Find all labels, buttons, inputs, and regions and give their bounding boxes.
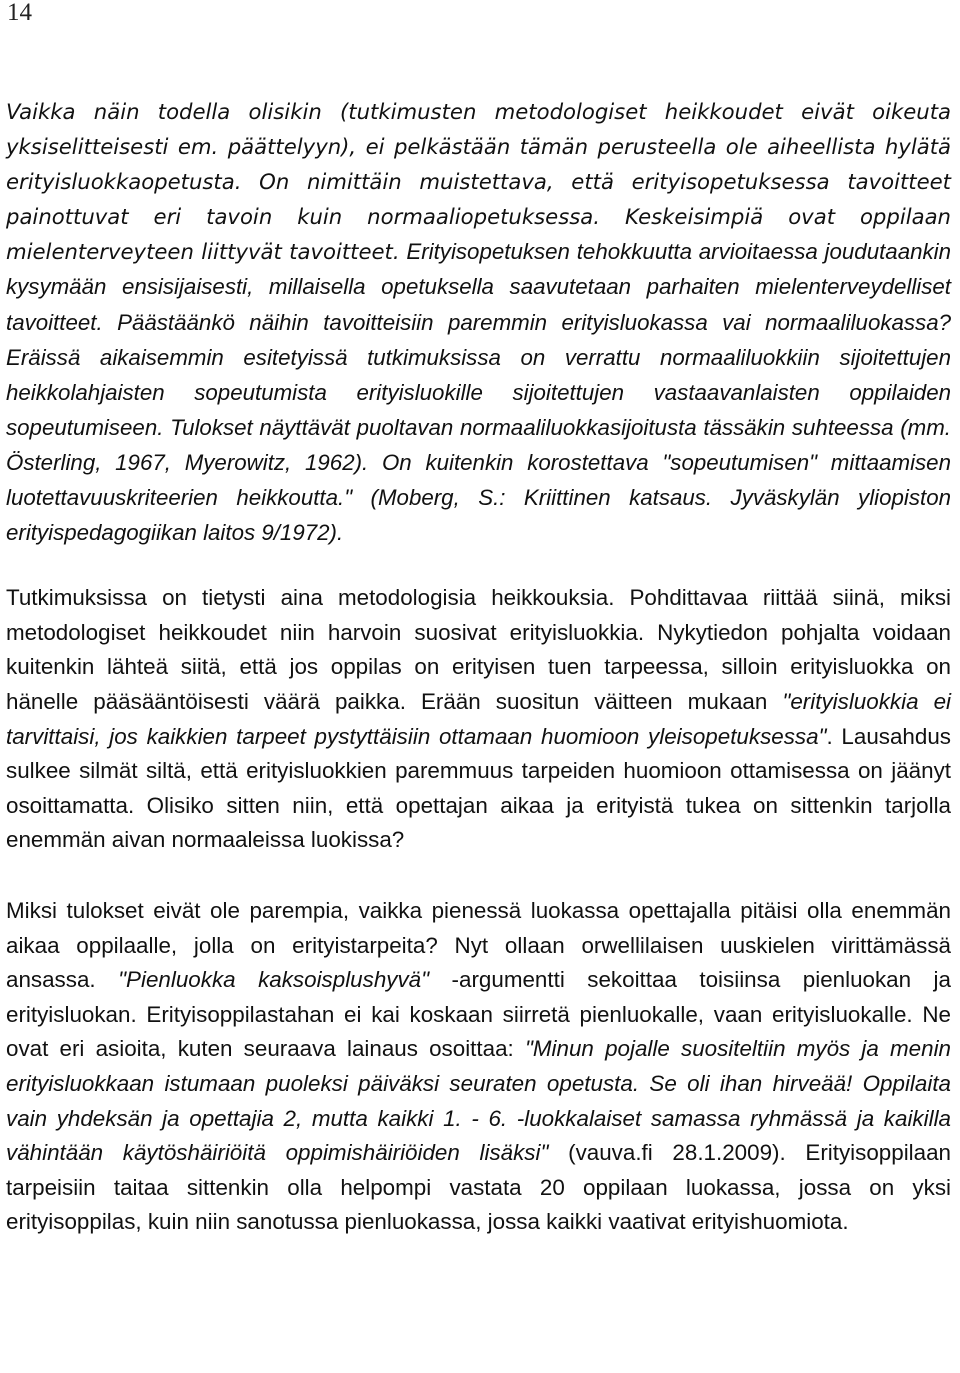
paragraph-text: . Lausahdus sulkee silmät siltä, että erityisluokkien paremmuus tarpeiden huomioon ottamisessa on jäänyt osoittamatta. Olisiko sitten niin, että opettajan aikaa ja erityistä tukea on sittenkin tarjolla enemmän aivan normaaleissa luokissa? [6,723,951,853]
paragraph-quote [6,94,951,550]
paragraph-text: Tutkimuksissa on tietysti aina metodologisia heikkouksia. Pohdittavaa riittää siinä, miksi metodologiset heikkoudet niin harvoin suosivat erityisluokkia. Nykytiedon pohjalta voidaan kuitenkin lähteä siitä, että jos oppilas on erityisen tuen tarpeessa, silloin erityisluokka on hänelle pääsääntöisesti väärä paikka. Erään suositun väitteen mukaan [6,585,951,714]
italic-quote: "Minun pojalle suositeltiin myös ja menin erityisluokkaan istumaan puoleksi päiväksi seuraten opetusta. Se oli ihan hirveää! Oppilaita vain yhdeksän ja opettajia 2, mutta kaikki 1. - 6. -luokkalaiset samassa ryhmässä ja kaikilla vähintään käytöshäiriöitä oppimishäiriöiden lisäksi" [6,1036,952,1166]
paragraph-methodology [6,581,951,858]
document-body [6,94,951,1240]
italic-quote: "erityisluokkia ei tarvittaisi, jos kaikkien tarpeet pystyttäisiin ottamaan huomioon yleisopetuksessa" [6,689,951,749]
italic-quote: "Pienluokka kaksoisplushyvä" [118,967,430,993]
quote-continuation-text: Erityisopetuksen tehokkuutta arvioitaessa joudutaankin kysymään ensisijaisesti, millaisella opetuksella saavutetaan parhaiten mielenterveydelliset tavoitteet. Päästäänkö näihin tavoitteisiin paremmin erityisluokassa vai normaaliluokassa? Eräissä aikaisemmin esitetyissä tutkimuksissa on verrattu normaaliluokkiin sijoitettujen heikkolahjaisten sopeutumista erityisluokille sijoitettujen vastaavanlaisten oppilaiden sopeutumiseen. Tulokset näyttävät puoltavan normaaliluokkasijoitusta tässäkin suhteessa (mm. Österling, 1967, Myerowitz, 1962). On kuitenkin korostettava "sopeutumisen" mittaamisen luotettavuuskriteerien heikkoutta." (Moberg, S.: Kriittinen katsaus. Jyväskylän yliopiston erityispedagogiikan laitos 9/1972). [6,239,951,546]
paragraph-text: (vauva.fi 28.1.2009). Erityisoppilaan tarpeisiin taitaa sittenkin olla helpompi vastata 20 oppilaan luokassa, jossa on yksi erityisoppilas, kuin niin sanotussa pienluokassa, jossa kaikki vaativat erityishuomiota. [6,1140,951,1235]
page-number: 14 [7,0,32,26]
paragraph-text: -argumentti sekoittaa toisiinsa pienluokan ja erityisluokan. Erityisoppilastahan ei kai koskaan siirretä pienluokalle, vaan erityisluokalle. Ne ovat eri asioita, kuten seuraava lainaus osoittaa: [6,967,951,1062]
paragraph-small-class [6,894,951,1240]
paragraph-text: Miksi tulokset eivät ole parempia, vaikka pienessä luokassa opettajalla pitäisi olla enemmän aikaa oppilaalle, jolla on erityistarpeita? Nyt ollaan orwellilaisen uuskielen virittämässä ansassa. [6,897,951,993]
quote-lead-text: Vaikka näin todella olisikin (tutkimusten metodologiset heikkoudet eivät oikeuta yksiselitteisesti em. päättelyyn), ei pelkästään tämän perusteella ole aiheellista hylätä erityisluokkaopetusta. On nimittäin muistettava, että erityisopetuksessa tavoitteet painottuvat eri tavoin kuin normaaliopetuksessa. Keskeisimpiä ovat oppilaan mielenterveyteen liittyvät tavoitteet. [6,99,951,265]
